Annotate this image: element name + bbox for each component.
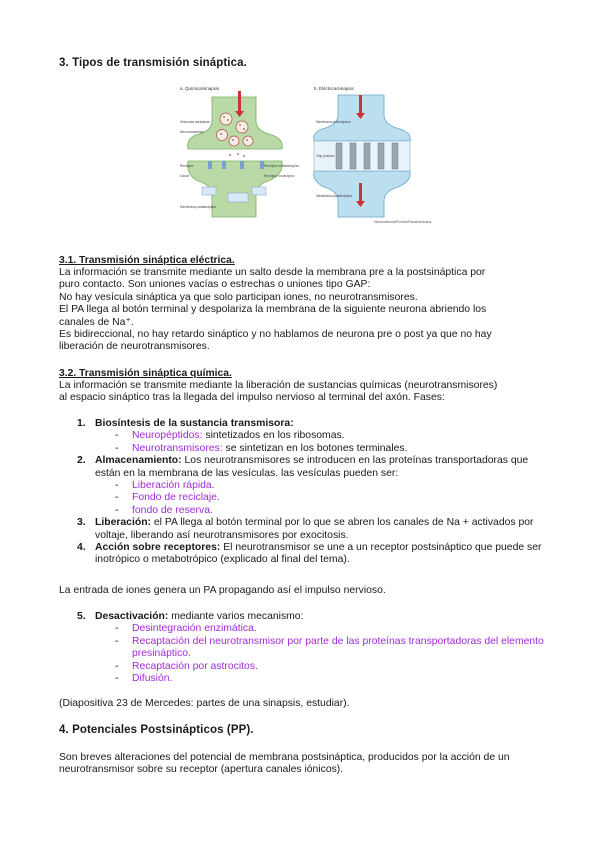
phase-text: El neurotransmisor se une a un receptor postsináptico que puede ser inotrópico o metabotrópico (explicado al final del tema). [95, 542, 542, 566]
phase-number: 3. [77, 517, 86, 529]
phase-sub-link[interactable]: fondo de reserva. [132, 504, 213, 516]
phase-sub-link[interactable]: Desintegración enzimática. [132, 623, 257, 635]
phase-number: 1. [77, 418, 86, 429]
section-4-heading: 4. Potenciales Postsinápticos (PP). [59, 724, 254, 736]
phase-sub-item: - Desintegración enzimática. [115, 623, 257, 635]
phase-item [59, 455, 549, 480]
phase-sub-item: - Neuropéptidos: sintetizados en los ribosomas. [115, 430, 345, 442]
phase-item [59, 517, 549, 542]
phase-sub-link[interactable]: Neurotransmisores: [132, 442, 223, 454]
label-b-0: Membrana presináptica [316, 120, 351, 124]
label-a-3: Canal [180, 174, 189, 178]
s31-line: Es bidireccional, no hay retardo sináptico y no hablamos de neurona pre o post ya que no hay [59, 329, 492, 341]
s31-line: La información se transmite mediante un salto desde la membrana pre a la postsináptica por [59, 267, 486, 278]
phase-title: Liberación: [95, 517, 152, 529]
phase-title: Almacenamiento: [95, 455, 182, 467]
section-3-2-heading: 3.2. Transmisión sináptica química. [59, 368, 232, 379]
section-3-heading: 3. Tipos de transmisión sináptica. [59, 57, 247, 69]
phases-list [59, 418, 549, 567]
phase-sub-item: - Neurotransmisores: se sintetizan en los botones terminales. [115, 442, 408, 454]
phase-5-list [59, 611, 549, 685]
phase-sub-item: - Fondo de reciclaje. [115, 492, 220, 504]
section-3-2-body [59, 380, 544, 405]
phase-number: 5. [77, 611, 86, 622]
s31-line: puro contacto. Son uniones vacías o estrechas o uniones tipo GAP: [59, 279, 371, 291]
phase-sub-item: - Recaptación del neurotransmisor por parte de las proteínas transportadoras del elemento presináptico. [115, 635, 544, 660]
label-a-5: Receptor metabotrópico [264, 164, 300, 168]
section-3-1-heading: 3.1. Transmisión sináptica eléctrica. [59, 255, 235, 266]
s32-line: al espacio sináptico tras la llegada del impulso nervioso al terminal del axón. Fases: [59, 392, 445, 404]
phase-sub-item: - Liberación rápida. [115, 480, 215, 492]
phase-text: Los neurotransmisores se introducen en las proteínas transportadoras que están en la membrana de las vesículas. las vesículas pueden ser: [95, 455, 529, 479]
figure-panel-a-title: a. Química/sinapsis [180, 86, 220, 91]
figure-panel-b-title: b. Eléctrica/sinapsis [314, 86, 354, 91]
label-a-1: Neurotransmisor [180, 130, 205, 134]
ion-note: La entrada de iones genera un PA propagando así el impulso nervioso. [59, 585, 386, 596]
phase-sub-item: - Difusión. [115, 673, 173, 685]
s31-line: El PA llega al botón terminal y despolariza la membrana de la siguiente neurona abriendo los [59, 304, 487, 316]
s31-line: liberación de neurotransmisores. [59, 341, 210, 353]
phase-sub-link[interactable]: Fondo de reciclaje. [132, 492, 220, 504]
phase-sub-item: - fondo de reserva. [115, 504, 213, 516]
phase-item [59, 611, 549, 623]
label-a-6: Receptor ionotrópico [264, 174, 295, 178]
phase-text: el PA llega al botón terminal por lo que se abren los canales de Na + activados por voltaje, liberando así neurotransmisores por exocitosis. [95, 517, 534, 541]
phase-sub-link[interactable]: Liberación rápida. [132, 480, 215, 492]
label-b-1: Gap junction [316, 154, 335, 158]
s31-line: No hay vesícula sináptica ya que solo participan iones, no neurotransmisores. [59, 291, 418, 303]
phase-title: Acción sobre receptores: [95, 542, 221, 554]
phase-sub-link[interactable]: Difusión. [132, 673, 173, 685]
phase-item [59, 542, 549, 567]
phase-number: 4. [77, 542, 86, 554]
s31-line: canales de Na⁺. [59, 316, 134, 328]
phase-sub-link[interactable]: Neuropéptidos: [132, 430, 203, 442]
phase-text: mediante varios mecanismo: [168, 611, 304, 622]
synapse-figure [178, 83, 432, 225]
diapositiva-note: (Diapositiva 23 de Mercedes: partes de una sinapsis, estudiar). [59, 698, 350, 709]
phase-title: Desactivación: [95, 611, 169, 622]
action-potential-arrow [238, 91, 241, 113]
figure-credit: Neurociencia/Purves/Panamericana [374, 220, 432, 224]
phase-item [59, 418, 549, 430]
phase-title: Biosíntesis de la sustancia transmisora: [95, 418, 294, 429]
label-a-0: Vesículas sinápticas [180, 120, 210, 124]
phase-sub-link[interactable]: Recaptación por astrocitos. [132, 660, 258, 672]
section-4-body: Son breves alteraciones del potencial de membrana postsináptica, producidos por la acción de un neurotransmisor sobre su receptor (apertura canales iónicos). [59, 752, 510, 776]
phase-sub-text: sintetizados en los ribosomas. [202, 430, 345, 442]
label-a-4: Membrana postsináptica [180, 205, 216, 209]
s32-line: La información se transmite mediante la liberación de sustancias químicas (neurotransmisores) [59, 380, 498, 391]
label-b-2: Membrana postsináptica [316, 194, 352, 198]
phase-number: 2. [77, 455, 86, 467]
section-3-1-body [59, 267, 544, 354]
label-a-2: Receptor [180, 164, 194, 168]
phase-sub-link[interactable]: Recaptación del neurotransmisor por parte de las proteínas transportadoras del elemento presináptico. [132, 635, 544, 660]
phase-sub-text: se sintetizan en los botones terminales. [222, 442, 408, 454]
phase-sub-item: - Recaptación por astrocitos. [115, 660, 258, 672]
